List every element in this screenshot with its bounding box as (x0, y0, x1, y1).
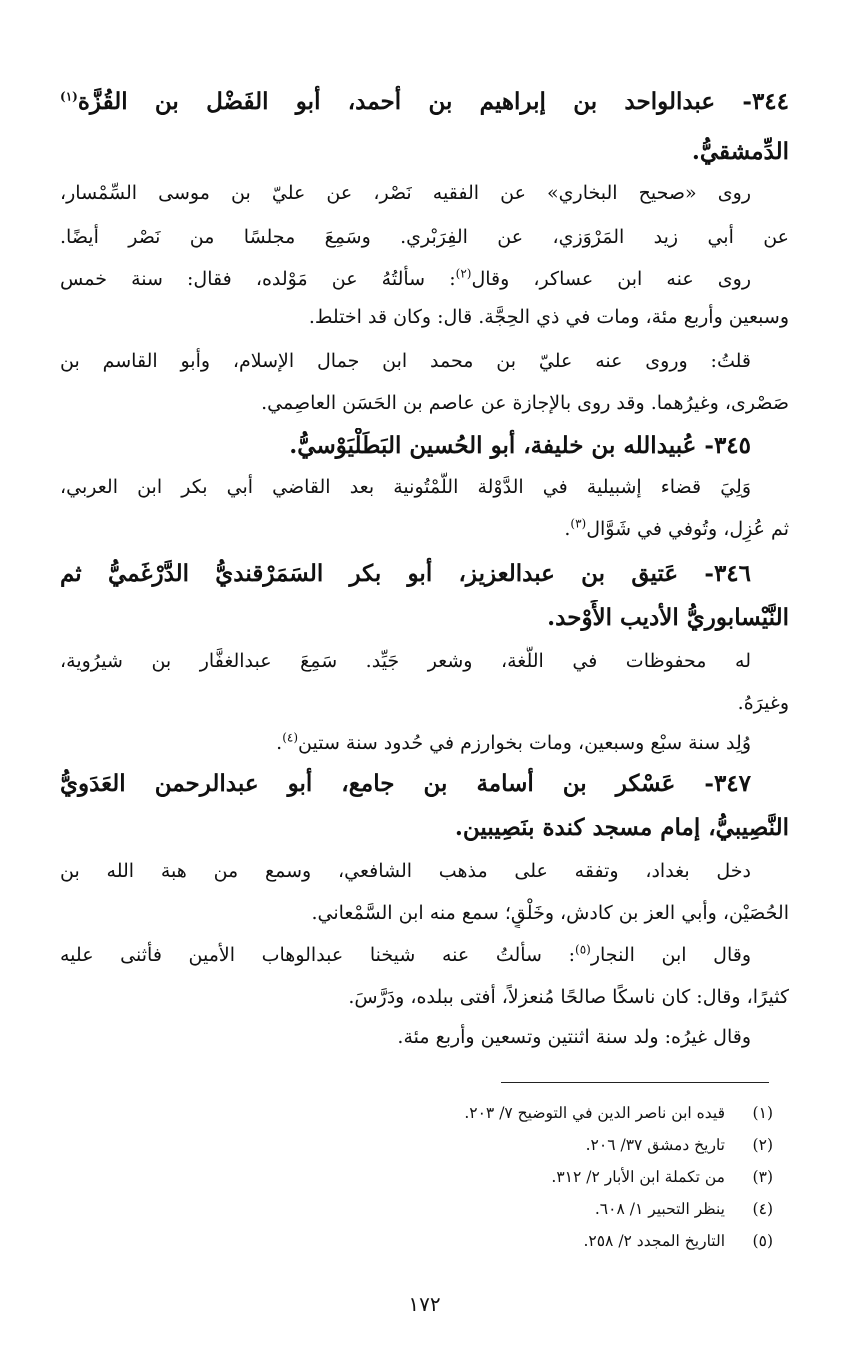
text-line-7: قلتُ: وروى عنه عليّ بن محمد ابن جمال الإسلام، وأبو القاسم بن (60, 350, 751, 372)
text-line-23: وقال غيرُه: ولد سنة اثنتين وتسعين وأربع مئة. (397, 1026, 751, 1048)
text-line-14: له محفوظات في اللُّغة، وشعر جَيِّد. سَمِعَ عبدالغفَّار بن شيرُوية، (60, 650, 751, 672)
footnote-4 (60, 1196, 773, 1222)
footnote-marker-4: (٤) (282, 730, 299, 745)
entry-347-heading-line-1: ٣٤٧- عَسْكر بن أسامة بن جامع، أبو عبدالرحمن العَدَويُّ (60, 770, 751, 797)
text-line-4: عن أبي زيد المَرْوَزي، عن الفِرَبْري. وسَمِعَ مجلسًا من نَصْر أيضًا. (60, 226, 789, 248)
footnote-2 (60, 1132, 773, 1158)
page-number: ١٧٢ (408, 1292, 441, 1316)
footnote-text: تاريخ دمشق ٣٧/ ٢٠٦. (585, 1136, 725, 1154)
text-line-16: وُلِد سنة سبْع وسبعين، ومات بخوارزم في حُدود سنة ستين$^{(٤)}$. (276, 730, 751, 754)
footnote-3 (60, 1164, 773, 1190)
text-line-20: الحُصَيْن، وأبي العز بن كادش، وخَلْقٍ؛ سمع منه ابن السَّمْعاني. (311, 902, 789, 924)
text-line-3: روى «صحيح البخاري» عن الفقيه نَصْر، عن عليّ بن موسى السِّمْسار، (60, 182, 751, 204)
footnote-number: (٥) (752, 1232, 773, 1250)
footnote-marker-1: (١) (60, 89, 78, 104)
entry-344-heading-line-1: ٣٤٤- عبدالواحد بن إبراهيم بن أحمد، أبو الفَضْل بن القُزَّة$^{(١)}$ (60, 88, 789, 115)
entry-346-heading-line-2: النَّيْسابوريُّ الأديب الأَوْحد. (547, 604, 789, 631)
text-line-22: كثيرًا، وقال: كان ناسكًا صالحًا مُنعزلاً، أفتى ببلده، ودَرَّسَ. (348, 986, 789, 1008)
text-line-5: روى عنه ابن عساكر، وقال$^{(٢)}$: سألتُهُ عن مَوْلده، فقال: سنة خمس (60, 266, 751, 290)
footnote-number: (٤) (752, 1200, 773, 1218)
footnote-text: قيده ابن ناصر الدين في التوضيح ٧/ ٢٠٣. (464, 1104, 725, 1122)
footnote-marker-5: (٥) (575, 942, 591, 957)
footnote-marker-3: (٣) (570, 516, 587, 531)
footnote-number: (٢) (752, 1136, 773, 1154)
footnote-number: (٣) (752, 1168, 773, 1186)
footnote-number: (١) (752, 1104, 773, 1122)
text-line-21: وقال ابن النجار$^{(٥)}$: سألتُ عنه شيخنا عبدالوهاب الأمين فأثنى عليه (60, 942, 751, 966)
footnote-text: التاريخ المجدد ٢/ ٢٥٨. (583, 1232, 725, 1250)
text-line-19: دخل بغداد، وتفقه على مذهب الشافعي، وسمع من هبة الله بن (60, 860, 751, 882)
footnote-separator (501, 1082, 769, 1083)
text-line-10: وَلِيَ قضاء إشبيلية في الدَّوْلة اللَّمْتُونية بعد القاضي أبي بكر ابن العربي، (60, 476, 751, 498)
text-line-11: ثم عُزِل، وتُوفي في شَوَّال$^{(٣)}$. (564, 516, 789, 540)
footnote-text: من تكملة ابن الأبار ٢/ ٣١٢. (551, 1168, 725, 1186)
text-line-15: وغيرَهُ. (737, 692, 789, 714)
footnote-text: ينظر التحبير ١/ ٦٠٨. (594, 1200, 725, 1218)
footnote-1 (60, 1100, 773, 1126)
entry-344-heading-line-2: الدِّمشقيُّ. (691, 138, 789, 165)
text-line-6: وسبعين وأربع مئة، ومات في ذي الحِجَّة. قال: وكان قد اختلط. (308, 306, 789, 328)
text-line-8: صَصْرى، وغيرُهما. وقد روى بالإجازة عن عاصم بن الحَسَن العاصِمي. (261, 392, 789, 414)
entry-345-heading: ٣٤٥- عُبيدالله بن خليفة، أبو الحُسين البَطَلْيَوْسيُّ. (289, 432, 751, 459)
entry-347-heading-line-2: النَّصِيبيُّ، إمام مسجد كندة بنَصِيبين. (454, 814, 789, 841)
footnote-5 (60, 1228, 773, 1254)
footnote-marker-2: (٢) (455, 266, 472, 281)
entry-346-heading-line-1: ٣٤٦- عَتيق بن عبدالعزيز، أبو بكر السَمَرْقنديُّ الدَّرْغَميُّ ثم (60, 560, 751, 587)
